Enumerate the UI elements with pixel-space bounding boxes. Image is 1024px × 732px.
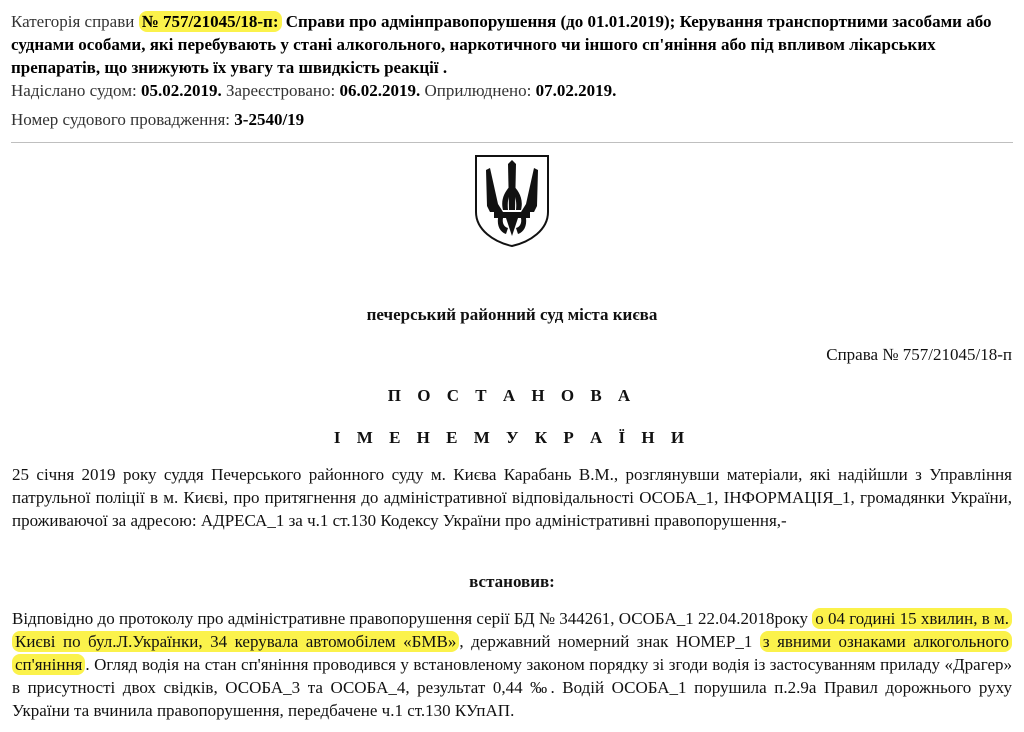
proceeding-label: Номер судового провадження:: [11, 110, 231, 129]
case-dates: [11, 79, 1013, 102]
category-text: Справи про адмінправопорушення (до 01.01.2019); Керування транспортними засобами або суднами особами, які перебувають у стані алкогольного, наркотичного чи іншого сп'яніння або під впливом лікарських препаратів, що знижують їх увагу та швидкість реакції .: [11, 12, 992, 77]
document-subtitle: І М Е Н Е М У К Р А Ї Н И: [333, 428, 691, 447]
proceeding-number: 3-2540/19: [234, 110, 305, 129]
sent-label: Надіслано судом:: [11, 81, 137, 100]
case-reference: Справа № 757/21045/18-п: [826, 345, 1012, 364]
category-label: Категорія справи: [11, 12, 135, 31]
finding-text-1: Відповідно до протоколу про адміністративне правопорушення серії БД № 344261, ОСОБА_1 22.04.2018року: [12, 609, 813, 628]
proceeding-number-line: [11, 108, 1013, 131]
published-date: 07.02.2019.: [535, 81, 617, 100]
finding-text-3: . Огляд водія на стан сп'яніння проводився у встановленому законом порядку зі згоди водія із застосуванням приладу «Драгер» в присутності двох свідків, ОСОБА_3 та ОСОБА_4, результат 0,44 ‰. Водій ОСОБА_1 порушила п.2.9а Правил дорожнього руху України та вчинила правопорушення, передбачене ч.1 ст.130 КУпАП.: [12, 655, 1012, 720]
intro-paragraph: 25 січня 2019 року суддя Печерського районного суду м. Києва Карабань В.М., розглянувши матеріали, які надійшли з Управління патрульної поліції в м. Києві, про притягнення до адміністративної відповідальності ОСОБА_1, ІНФОРМАЦІЯ_1, громадянки України, проживаючої за адресою: АДРЕСА_1 за ч.1 ст.130 Кодексу України про адміністративні правопорушення,-: [12, 465, 1012, 530]
finding-text-2: , державний номерний знак НОМЕР_1: [459, 632, 760, 651]
registered-date: 06.02.2019.: [339, 81, 421, 100]
established-heading: встановив:: [469, 572, 555, 591]
document-title: П О С Т А Н О В А: [387, 386, 637, 405]
case-category: [11, 10, 1013, 79]
finding-highlight-2: з явними ознаками алкогольного сп'яніння: [12, 631, 1012, 675]
registered-label: Зареєстровано:: [225, 81, 336, 100]
sent-date: 05.02.2019.: [140, 81, 222, 100]
court-name: печерський районний суд міста києва: [366, 305, 658, 324]
published-label: Оприлюднено:: [424, 81, 532, 100]
case-number-highlight: № 757/21045/18-п:: [139, 11, 282, 32]
ukraine-trident-icon: [470, 152, 554, 248]
finding-paragraph: [12, 607, 1012, 722]
header-divider: [11, 142, 1013, 143]
finding-highlight-1: о 04 годині 15 хвилин, в м. Києві по бул.Л.Українки, 34 керувала автомобілем «БМВ»: [12, 608, 1012, 652]
